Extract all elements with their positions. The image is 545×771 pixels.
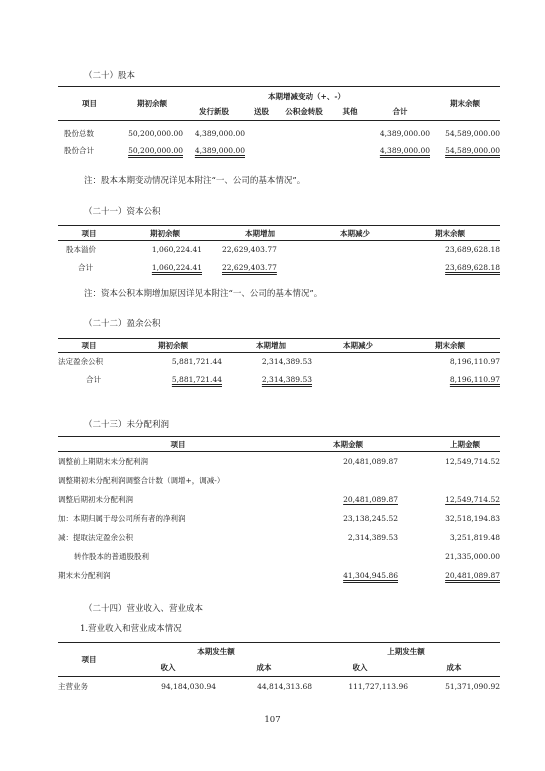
col-header-revenue: 收入	[352, 663, 368, 673]
table-row: 减：提取法定盈余公积 2,314,389.53 3,251,819.48	[58, 532, 500, 542]
table-row: 转作股本的普通股股利 21,335,000.00	[74, 551, 500, 561]
section-title-capital-reserve: （二十一）资本公积	[84, 207, 161, 217]
retained-earnings-table	[58, 436, 500, 585]
surplus-reserve-table	[58, 338, 500, 388]
table-row-total: 合计 1,060,224.41 22,629,403.77 23,689,628.18	[78, 262, 500, 272]
section-title-surplus-reserve: （二十二）盈余公积	[84, 319, 161, 329]
share-capital-table	[58, 88, 500, 159]
col-header-change: 本期增减变动（+、-）	[268, 91, 345, 101]
table-row: 加：本期归属于母公司所有者的净利润 23,138,245.52 32,518,194.83	[58, 513, 500, 523]
page-number: 107	[264, 715, 281, 725]
col-header-increase: 本期增加	[245, 228, 275, 238]
col-header-cost: 成本	[446, 663, 462, 673]
col-header-opening: 期初余额	[158, 341, 188, 350]
capital-reserve-table	[58, 225, 500, 276]
table-row: 法定盈余公积 5,881,721.44 2,314,389.53 8,196,110.97	[58, 357, 500, 367]
col-header-current: 本期金额	[333, 439, 363, 449]
revenue-cost-table	[58, 642, 500, 697]
table-row: 调整期初未分配利润调整合计数（调增+，调减-）	[58, 475, 225, 485]
table-row-total: 合计 5,881,721.44 2,314,389.53 8,196,110.97	[86, 374, 500, 384]
col-header-opening: 期初余额	[137, 99, 167, 109]
col-header-item: 项目	[81, 341, 97, 350]
section-title-share-capital: （二十）股本	[84, 71, 136, 81]
col-header-decrease: 本期减少	[340, 228, 370, 238]
col-header-bonus: 送股	[254, 107, 269, 117]
table-row: 主营业务 94,184,030.94 44,814,313.68 111,727,113.96 51,371,090.92	[58, 682, 500, 692]
col-header-item: 项目	[82, 99, 97, 109]
table-row: 调整前上期期末未分配利润 20,481,089.87 12,549,714.52	[58, 456, 500, 466]
col-header-revenue: 收入	[160, 663, 176, 673]
table-row: 股份总数 50,200,000.00 4,389,000.00 4,389,000.00 54,589,000.00	[64, 129, 500, 138]
table-row: 调整后期初未分配利润 20,481,089.87 12,549,714.52	[58, 494, 500, 504]
col-header-increase: 本期增加	[256, 341, 286, 350]
col-header-current-period: 本期发生额	[197, 646, 235, 656]
table-row-total: 期末未分配利润 41,304,945.86 20,481,089.87	[58, 570, 500, 580]
col-header-sum: 合计	[392, 107, 408, 117]
section-title-revenue-cost: （二十四）营业收入、营业成本	[84, 604, 204, 614]
col-header-closing: 期末余额	[435, 228, 465, 238]
table-top-rule	[58, 86, 500, 87]
col-header-opening: 期初余额	[150, 228, 180, 238]
col-header-cost: 成本	[256, 663, 272, 673]
col-header-previous: 上期金额	[450, 439, 480, 449]
col-header-item: 项目	[170, 439, 186, 449]
col-header-decrease: 本期减少	[343, 341, 373, 350]
capital-reserve-note: 注：资本公积本期增加原因详见本附注“一、公司的基本情况”。	[84, 289, 323, 299]
subsection-title: 1.营业收入和营业成本情况	[80, 624, 182, 634]
col-header-new-issue: 发行新股	[199, 107, 229, 117]
col-header-closing: 期末余额	[435, 341, 465, 350]
section-title-retained-earnings: （二十三）未分配利润	[84, 420, 170, 430]
col-header-item: 项目	[81, 228, 97, 238]
table-row-total: 股份合计 50,200,000.00 4,389,000.00 4,389,000.00 54,589,000.00	[64, 146, 500, 155]
col-header-reserve: 公积金转股	[285, 107, 323, 117]
col-header-item: 项目	[81, 655, 97, 664]
col-header-previous-period: 上期发生额	[387, 646, 425, 656]
col-header-other: 其他	[342, 107, 358, 117]
share-capital-note: 注：股本本期变动情况详见本附注“一、公司的基本情况”。	[84, 176, 306, 186]
col-header-closing: 期末余额	[450, 99, 480, 109]
table-row: 股本溢价 1,060,224.41 22,629,403.77 23,689,628.18	[66, 245, 500, 255]
